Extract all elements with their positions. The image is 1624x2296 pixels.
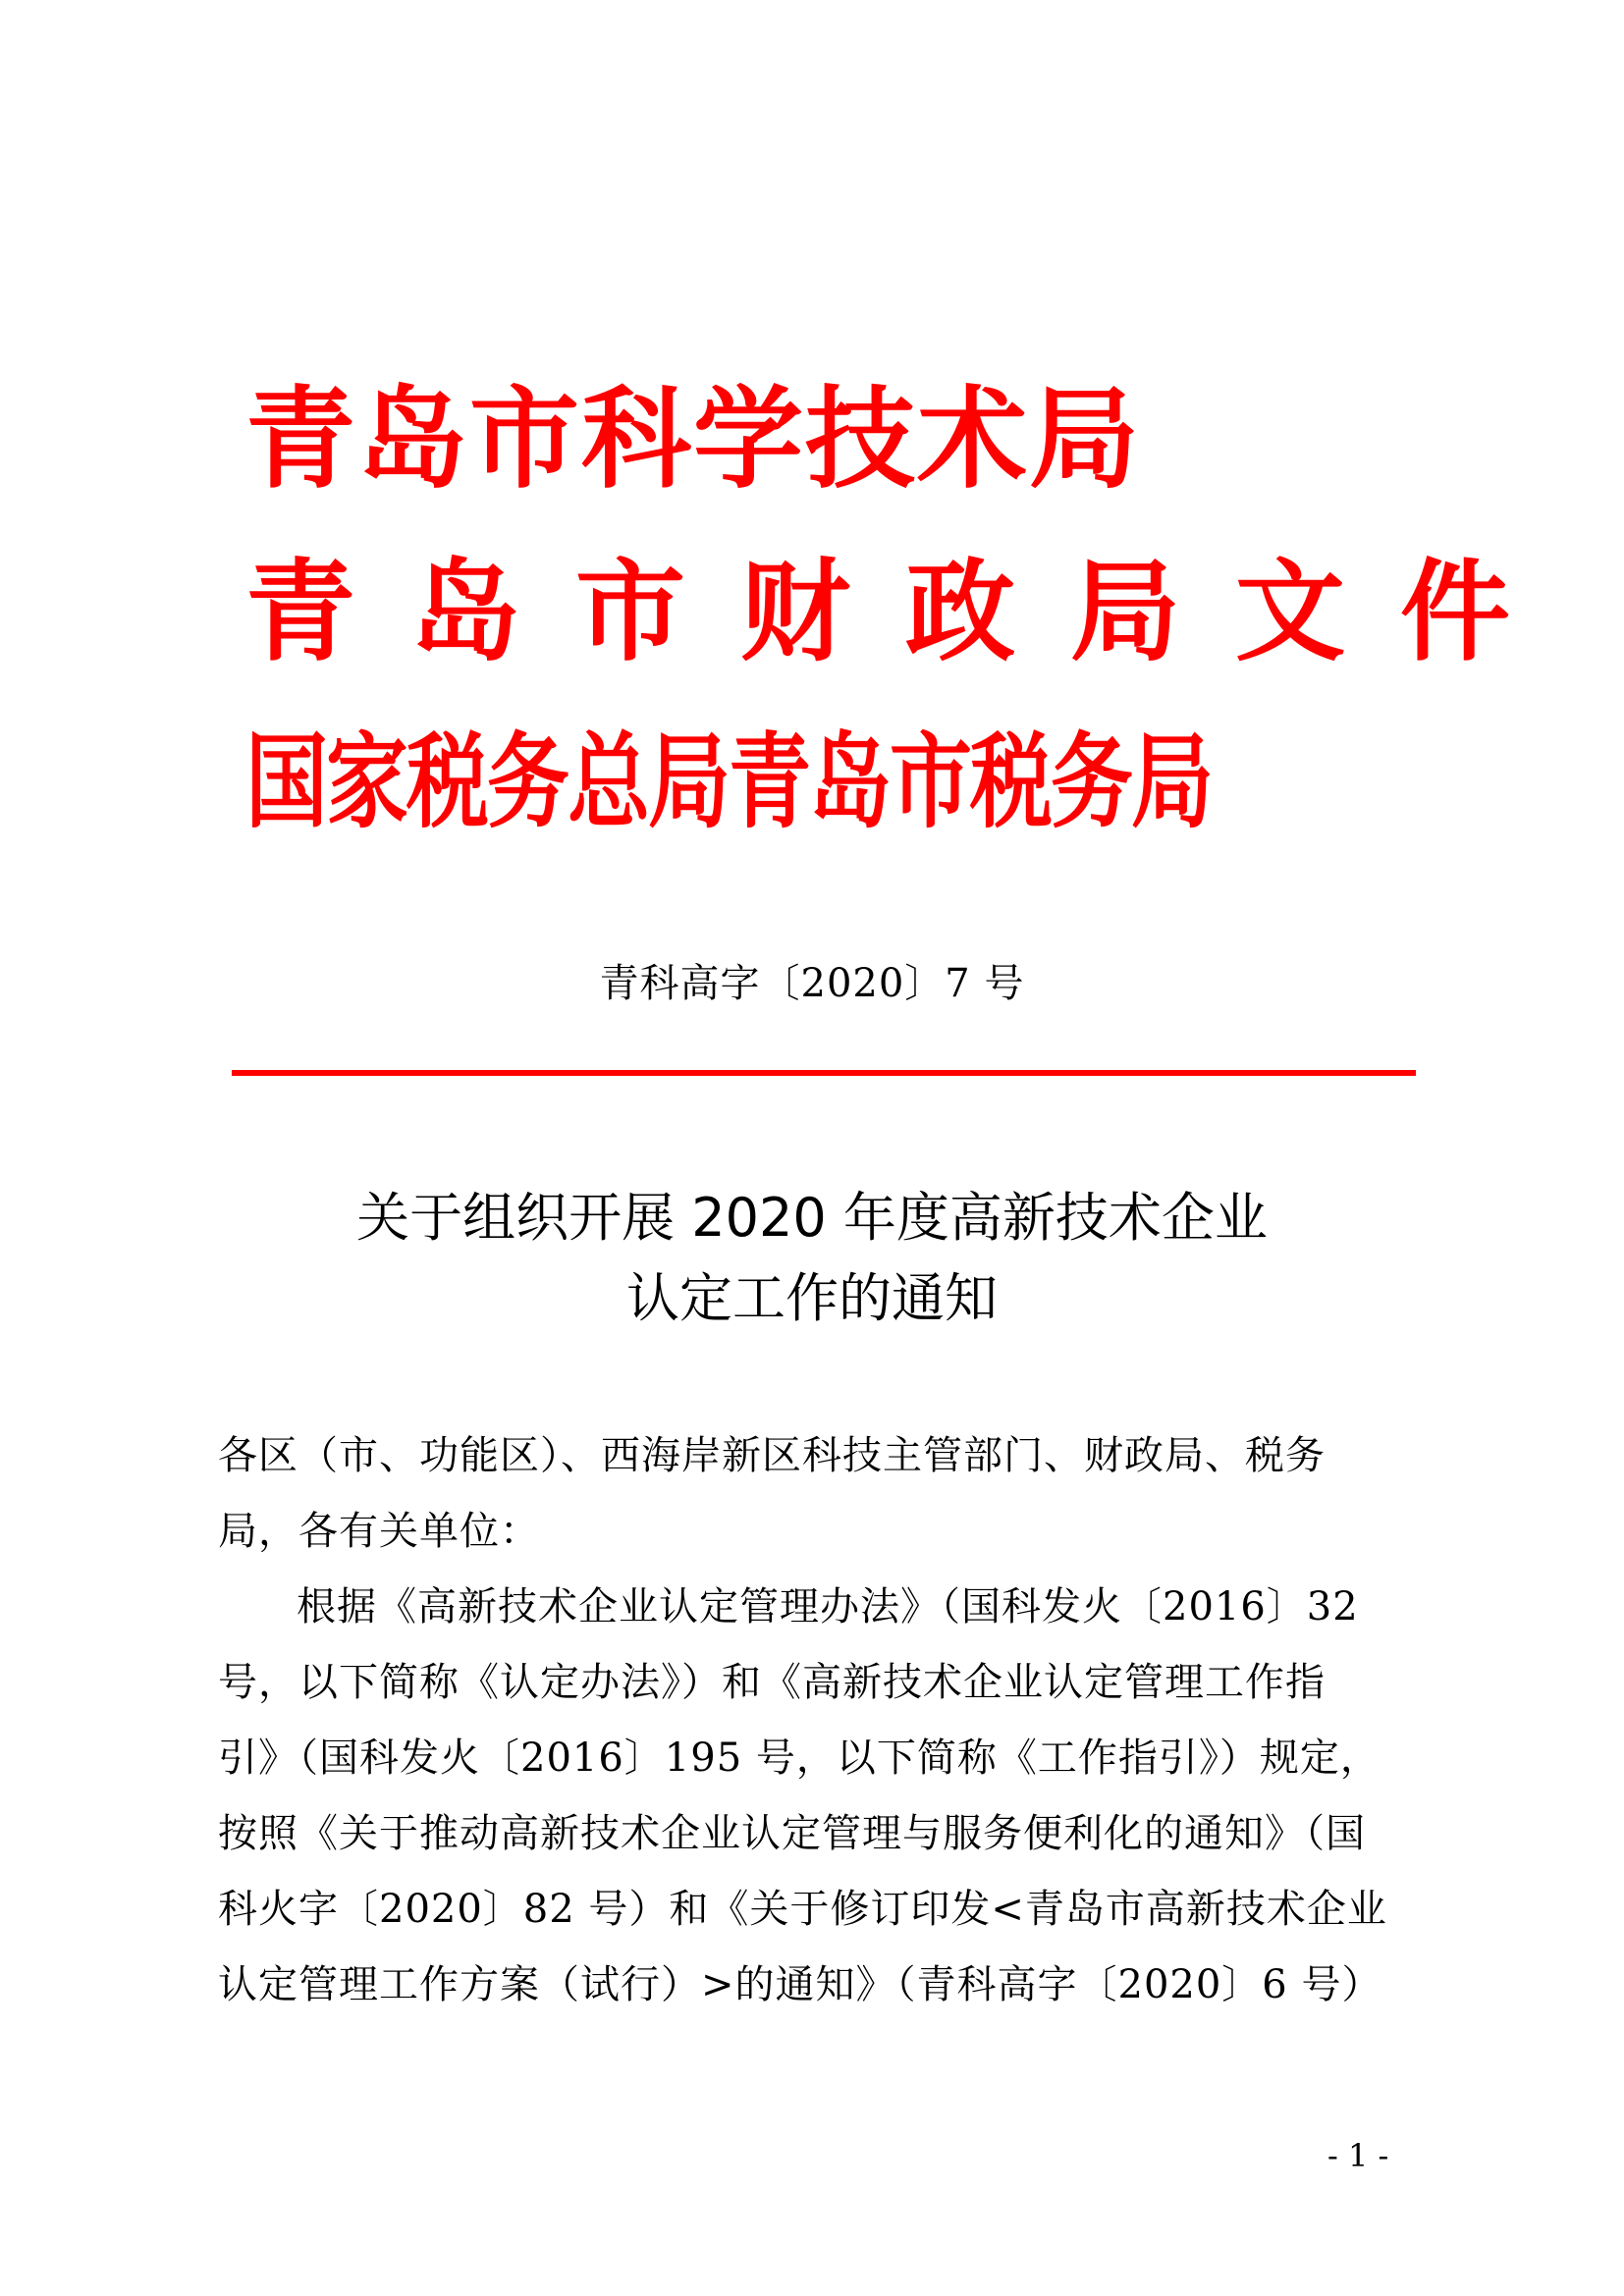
document-title-line-2: 认定工作的通知 <box>626 1267 998 1329</box>
issuer-finance-bureau: 青岛市财政局文件 <box>245 548 1565 676</box>
salutation-line-2: 局，各有关单位： <box>218 1509 540 1554</box>
document-title-line-1: 关于组织开展 2020 年度高新技术企业 <box>356 1187 1268 1249</box>
body-paragraph-line-4: 按照《关于推动高新技术企业认定管理与服务便利化的通知》（国 <box>218 1811 1366 1856</box>
body-paragraph-line-3: 引》（国科发火〔2016〕195 号，以下简称《工作指引》）规定， <box>218 1735 1380 1781</box>
body-paragraph-line-2: 号，以下简称《认定办法》）和《高新技术企业认定管理工作指 <box>218 1660 1326 1705</box>
body-paragraph-line-6: 认定管理工作方案（试行）>的通知》（青科高字〔2020〕6 号） <box>218 1962 1382 2007</box>
issuer-science-bureau: 青岛市科学技术局 <box>245 375 1141 504</box>
body-paragraph-line-5: 科火字〔2020〕82 号）和《关于修订印发<青岛市高新技术企业 <box>218 1887 1387 1932</box>
salutation-line-1: 各区（市、功能区）、西海岸新区科技主管部门、财政局、税务 <box>218 1433 1326 1478</box>
red-divider <box>232 1070 1416 1076</box>
body-paragraph-line-1: 根据《高新技术企业认定管理办法》（国科发火〔2016〕32 <box>297 1584 1359 1629</box>
document-number: 青科高字〔2020〕7 号 <box>599 961 1025 1006</box>
page-number: - 1 - <box>1327 2137 1389 2174</box>
issuer-tax-bureau: 国家税务总局青岛市税务局 <box>245 721 1213 842</box>
